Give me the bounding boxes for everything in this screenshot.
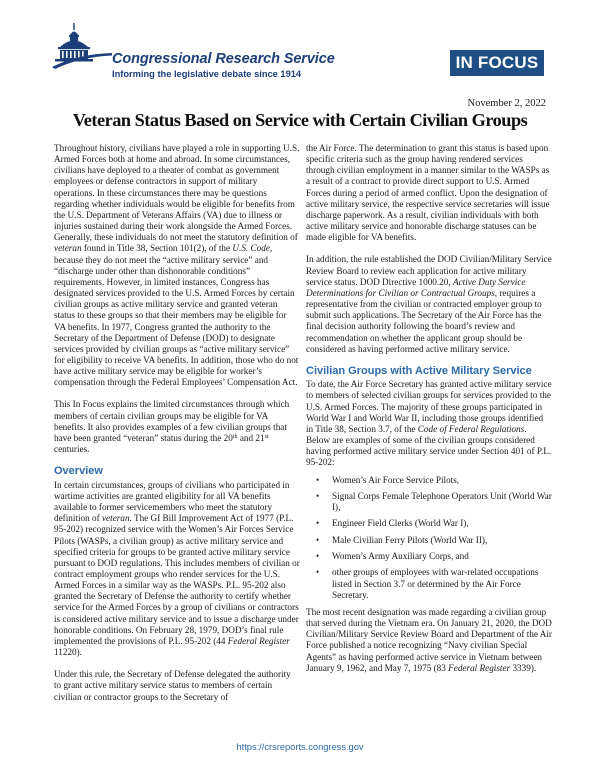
scope-paragraph: This In Focus explains the limited circumstances through which members of certain civilian groups may be eligible for VA benefits. It also provides examples of a few civilian groups that have been granted “veteran” status during the 20th and 21st centuries. (54, 399, 290, 455)
org-tagline: Informing the legislative debate since 1914 (112, 69, 302, 79)
footer-link[interactable]: https://crsreports.congress.gov (236, 742, 364, 752)
determination-paragraph: the Air Force. The determination to grant this status is based upon specific criteria such as the group having rendered services through civilian employment in a manner similar to the WASPs as a result of a contract to provide direct support to U.S. Armed Forces during a period of armed conflict. Upon the designation of active military service, the respective service secretaries will issue discharge paperwork. As a result, civilian individuals with both active military service and honorable discharge statuses can be made eligible for VA benefits. (306, 143, 550, 243)
review-board-paragraph: In addition, the rule established the DOD Civilian/Military Service Review Board to review each application for active military service status. DOD Directive 1000.20, Active Duty Service Determinations for Civilian or Contractual Groups, requires a representative from the civilian or contracted employer group to submit such applications. The Secretary of the Air Force has the final decision authority following the board’s review and recommendation on whether the applicant group should be considered as having performed active military service. (306, 254, 552, 354)
list-item: • Women’s Army Auxiliary Corps, and (316, 551, 552, 562)
vietnam-paragraph: The most recent designation was made regarding a civilian group that served during the Vietnam era. On January 21, 2020, the DOD Civilian/Military Service Review Board and Department of the Air Force published a notice recognizing “Navy civilian Special Agents” as having performed active service in Vietnam between January 9, 1962, and May 7, 1975 (83 Federal Register 3339). (306, 606, 552, 673)
list-item: • Signal Corps Female Telephone Operators Unit (World War I), (316, 491, 552, 513)
left-column (54, 143, 300, 714)
right-column (306, 143, 552, 685)
civilian-groups-list (306, 475, 552, 601)
org-name: Congressional Research Service (112, 51, 335, 67)
capitol-dome-logo-icon (52, 22, 112, 70)
page-title: Veteran Status Based on Service with Certain Civilian Groups (72, 110, 528, 130)
in-focus-banner: IN FOCUS (450, 50, 544, 76)
overview-heading: Overview (54, 465, 103, 478)
list-item: • Male Civilian Ferry Pilots (World War II), (316, 535, 552, 546)
list-item: • other groups of employees with war-related occupations listed in Section 3.7 or determined by the Air Force Secretary. (316, 567, 552, 600)
civilian-groups-heading: Civilian Groups with Active Military Service (306, 364, 532, 377)
overview-paragraph: In certain circumstances, groups of civilians who participated in wartime activities are granted eligibility for all VA benefits available to former servicemembers who meet the statutory definition of veteran. The GI Bill Improvement Act of 1977 (P.L. 95-202) recognized service with the Women’s Air Forces Service Pilots (WASPs, a civilian group) as active military service and specified criteria for groups to be granted active military service pursuant to DOD regulations. This includes members of civilian or contract employment groups who render services for the U.S. Armed Forces in a similar way as the WASPs. P.L. 95-202 also granted the Secretary of Defense the authority to certify whether service for the Armed Forces by a group of civilians or contractors is considered active military service and to issue a discharge under honorable conditions. On February 28, 1979, DOD’s final rule implemented the provisions of P.L. 95-202 (44 Federal Register 11220). (54, 479, 300, 658)
publication-date: November 2, 2022 (467, 98, 546, 109)
delegation-paragraph: Under this rule, the Secretary of Defense delegated the authority to grant active military service status to members of certain civilian or contractor groups to the Secretary of (54, 669, 291, 702)
list-item: • Engineer Field Clerks (World War I), (316, 518, 552, 529)
list-item: • Women’s Air Force Service Pilots, (316, 475, 552, 486)
intro-paragraph: Throughout history, civilians have played a role in supporting U.S. Armed Forces both at home and abroad. In some circumstances, civilians have deployed to a theater of combat as government employees or defense contractors in support of military operations. In these circumstances there may be questions regarding whether individuals would be eligible for benefits from the U.S. Department of Veterans Affairs (VA) due to illness or injuries sustained during their work alongside the Armed Forces. Generally, these individuals do not meet the statutory definition of veteran found in Title 38, Section 101(2), of the U.S. Code, because they do not meet the “active military service” and “discharge under other than dishonorable conditions” requirements. However, in limited instances, Congress has designated services provided to the U.S. Armed Forces by certain civilian groups as active military service and granted veteran status to these groups so that their members may be eligible for VA benefits. In 1977, Congress granted the authority to the Secretary of the Department of Defense (DOD) to designate services provided by civilian groups as “active military service” for eligibility to receive VA benefits. In addition, those who do not have active military service may be eligible for worker’s compensation through the Federal Employees’ Compensation Act. (54, 143, 300, 388)
civilian-groups-paragraph: To date, the Air Force Secretary has granted active military service to members of selected civilian groups for services provided to the U.S. Armed Forces. The majority of these groups participated in World War I and World War II, including those groups identified in Title 38, Section 3.7, of the Code of Federal Regulations. Below are examples of some of the civilian groups considered having performed active military service under Section 401 of P.L. 95-202: (306, 379, 552, 468)
header (0, 0, 600, 88)
